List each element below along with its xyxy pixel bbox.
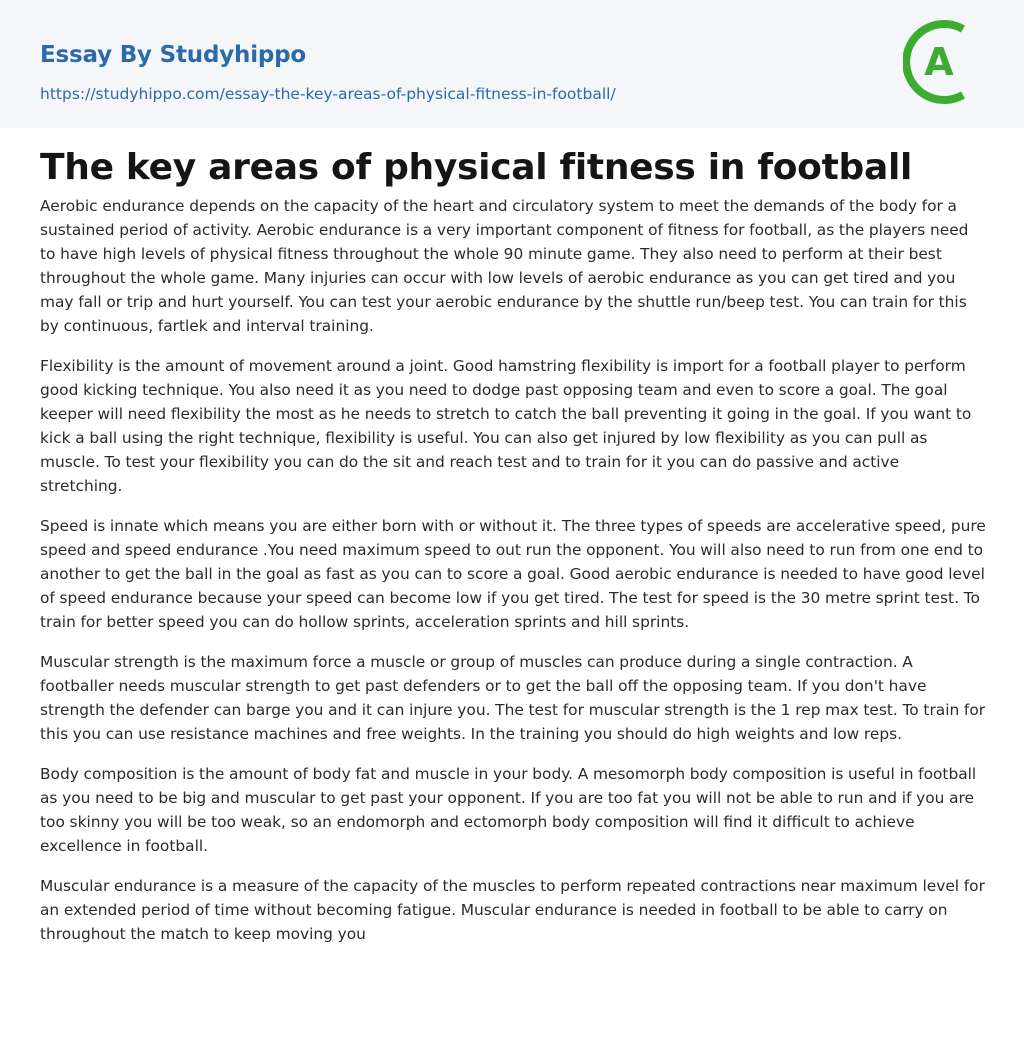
site-brand[interactable]: Essay By Studyhippo — [40, 42, 307, 68]
essay-paragraph: Flexibility is the amount of movement around a joint. Good hamstring flexibility is import for a football player to perform good kicking technique. You also need it as you need to dodge past opposing team and even to score a goal. The goal keeper will need flexibility the most as he needs to stretch to catch the ball preventing it going in the goal. If you want to kick a ball using the right technique, flexibility is useful. You can also get injured by low flexibility as you can pull as muscle. To test your flexibility you can do the sit and reach test and to train for it you can do passive and active stretching. — [40, 357, 972, 495]
essay-paragraph: Muscular strength is the maximum force a muscle or group of muscles can produce during a single contraction. A footballer needs muscular strength to get past defenders or to get the ball off the opposing team. If you don't have strength the defender can barge you and it can injure you. The test for muscular strength is the 1 rep max test. To train for this you can use resistance machines and free weights. In the training you should do high weights and low reps. — [40, 653, 986, 743]
essay-title: The key areas of physical fitness in football — [40, 147, 913, 188]
essay-paragraph: Aerobic endurance depends on the capacity of the heart and circulatory system to meet the demands of the body for a sustained period of activity. Aerobic endurance is a very important component of fitness for football, as the players need to have high levels of physical fitness throughout the whole 90 minute game. They also need to perform at their best throughout the whole game. Many injuries can occur with low levels of aerobic endurance as you can get tired and you may fall or trip and hurt yourself. You can test your aerobic endurance by the shuttle run/beep test. You can train for this by continuous, fartlek and interval training. — [40, 197, 969, 335]
logo-letter: A — [924, 40, 954, 84]
essay-url-link[interactable]: https://studyhippo.com/essay-the-key-areas-of-physical-fitness-in-football/ — [40, 85, 616, 103]
studyhippo-logo-icon[interactable] — [903, 18, 987, 106]
essay-paragraph: Muscular endurance is a measure of the capacity of the muscles to perform repeated contractions near maximum level for an extended period of time without becoming fatigue. Muscular endurance is needed in football to be able to carry on throughout the match to keep moving you — [40, 877, 985, 943]
essay-body — [40, 194, 986, 962]
essay-paragraph: Body composition is the amount of body fat and muscle in your body. A mesomorph body composition is useful in football as you need to be big and muscular to get past your opponent. If you are too fat you will not be able to run and if you are too skinny you will be too weak, so an endomorph and ectomorph body composition will find it difficult to achieve excellence in football. — [40, 765, 977, 855]
essay-paragraph: Speed is innate which means you are either born with or without it. The three types of speeds are accelerative speed, pure speed and speed endurance .You need maximum speed to out run the opponent. You will also need to run from one end to another to get the ball in the goal as fast as you can to score a goal. Good aerobic endurance is needed to have good level of speed endurance because your speed can become low if you get tired. The test for speed is the 30 metre sprint test. To train for better speed you can do hollow sprints, acceleration sprints and hill sprints. — [40, 517, 986, 631]
